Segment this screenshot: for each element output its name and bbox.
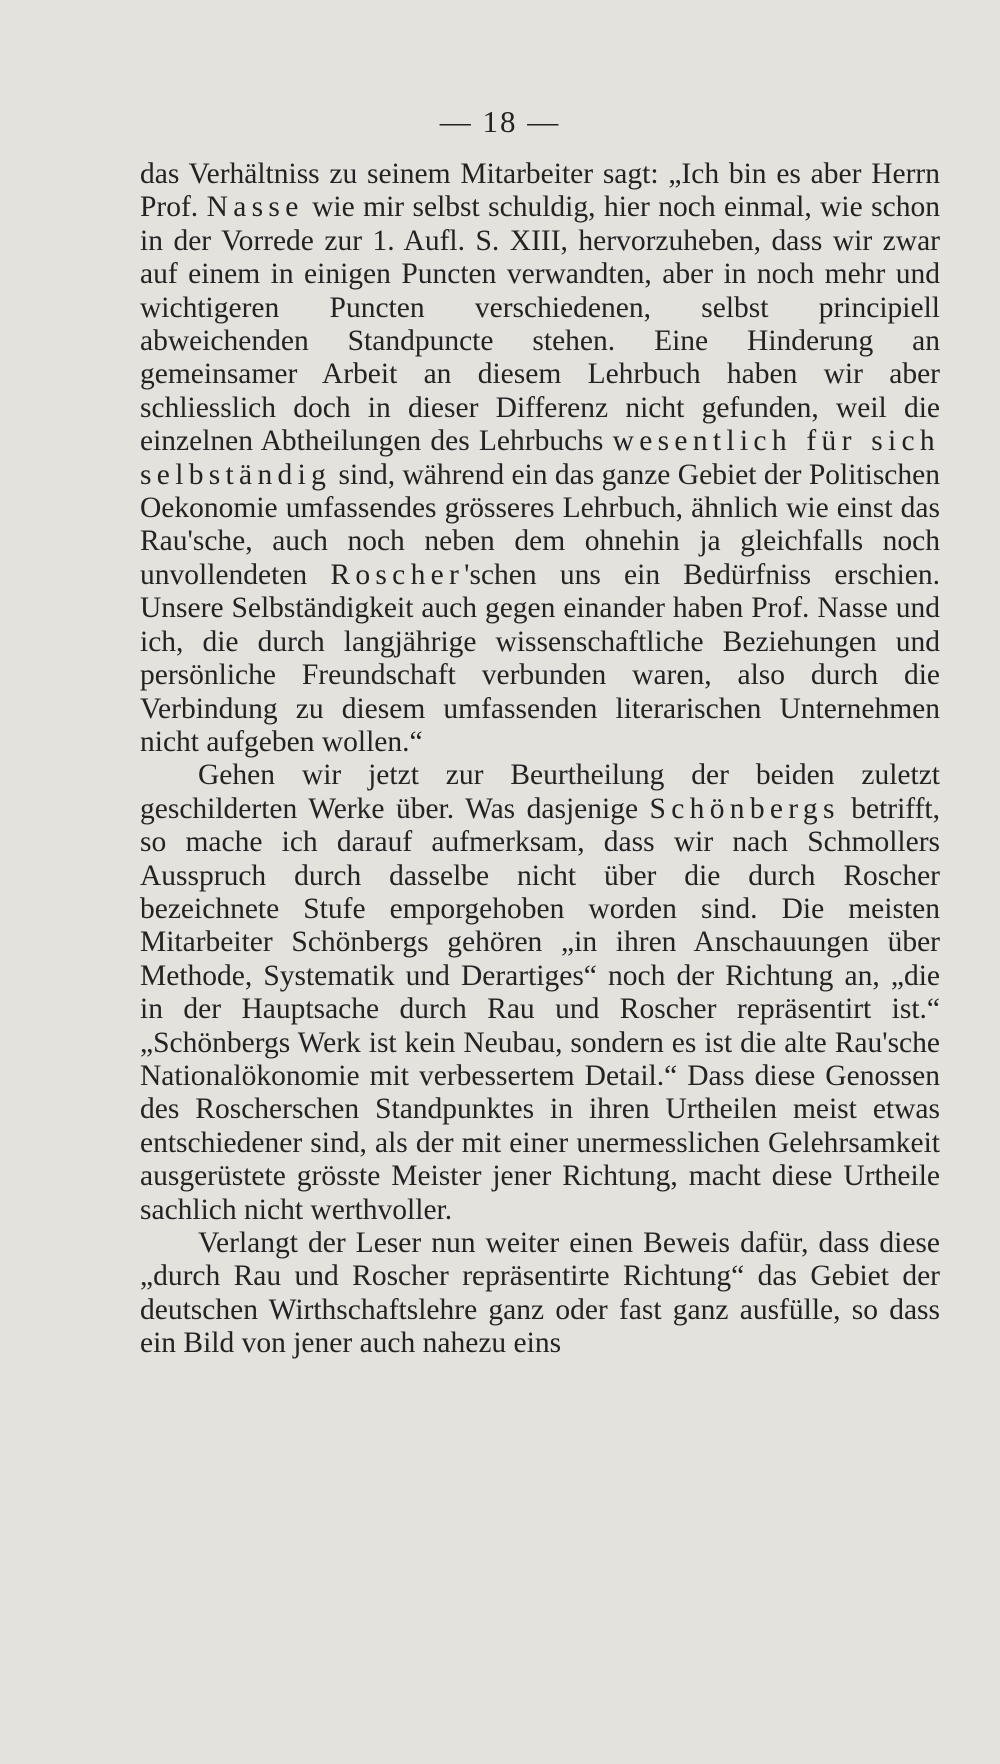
text-segment: Verlangt der Leser nun weiter einen Beweis dafür, dass diese „durch Rau und Roscher repräsentirte Richtung“ das Gebiet der deutschen Wirthschaftslehre ganz oder fast ganz ausfülle, so dass ein Bild von jener auch nahezu eins bbox=[140, 1227, 940, 1360]
spaced-name: Roscher bbox=[330, 558, 465, 591]
body-text bbox=[140, 158, 940, 1361]
paragraph bbox=[140, 1227, 940, 1361]
paragraph bbox=[140, 158, 940, 759]
text-segment: betrifft, so mache ich darauf aufmerksam, dass wir nach Schmollers Ausspruch durch dasselbe nicht über die durch Roscher bezeichnete Stufe emporgehoben worden sind. Die meisten Mitarbeiter Schönbergs gehören „in ihren Anschauungen über Methode, Systematik und Derartiges“ noch der Richtung an, „die in der Hauptsache durch Rau und Roscher repräsentirt ist.“ „Schönbergs Werk ist kein Neubau, sondern es ist die alte Rau'sche Nationalökonomie mit verbessertem Detail.“ Dass diese Genossen des Roscherschen Standpunktes in ihren Urtheilen meist etwas entschiedener sind, als der mit einer unermesslichen Gelehrsamkeit ausgerüstete grösste Meister jener Richtung, macht diese Urtheile sachlich nicht werthvoller. bbox=[140, 792, 940, 1226]
text-segment: sind, während ein das ganze Gebiet der Politischen Oekonomie umfassendes grösseres Lehrbuch, ähnlich wie einst das Rau'sche, auch noch neben dem ohnehin ja gleichfalls noch unvollendeten bbox=[140, 458, 940, 591]
spaced-name: Schönbergs bbox=[649, 792, 840, 825]
spaced-name: Nasse bbox=[206, 191, 304, 224]
text-segment: wie mir selbst schuldig, hier noch einmal, wie schon in der Vorrede zur 1. Aufl. S. XIII, hervorzuheben, dass wir zwar auf einem in einigen Puncten verwandten, aber in noch mehr und wichtigeren Puncten verschiedenen, selbst principiell abweichenden Standpuncte stehen. Eine Hinderung an gemeinsamer Arbeit an diesem Lehrbuch haben wir aber schliesslich doch in dieser Differenz nicht gefunden, weil die einzelnen Abtheilungen des Lehrbuchs bbox=[140, 191, 940, 458]
text-segment: 'schen uns ein Bedürfniss erschien. Unsere Selbständigkeit auch gegen einander haben Prof. Nasse und ich, die durch langjährige wissenschaftliche Beziehungen und persönliche Freundschaft verbunden waren, also durch die Verbindung zu diesem umfassenden literarischen Unternehmen nicht aufgeben wollen.“ bbox=[140, 558, 940, 758]
page-number: — 18 — bbox=[439, 104, 561, 139]
spaced-emphasis: wesentlich für sich selbständig bbox=[140, 425, 940, 491]
text-segment: Gehen wir jetzt zur Beurtheilung der beiden zuletzt geschilderten Werke über. Was dasjenige bbox=[140, 759, 940, 825]
paragraph bbox=[140, 759, 940, 1227]
text-segment: das Verhältniss zu seinem Mitarbeiter sagt: „Ich bin es aber Herrn Prof. bbox=[140, 158, 940, 224]
